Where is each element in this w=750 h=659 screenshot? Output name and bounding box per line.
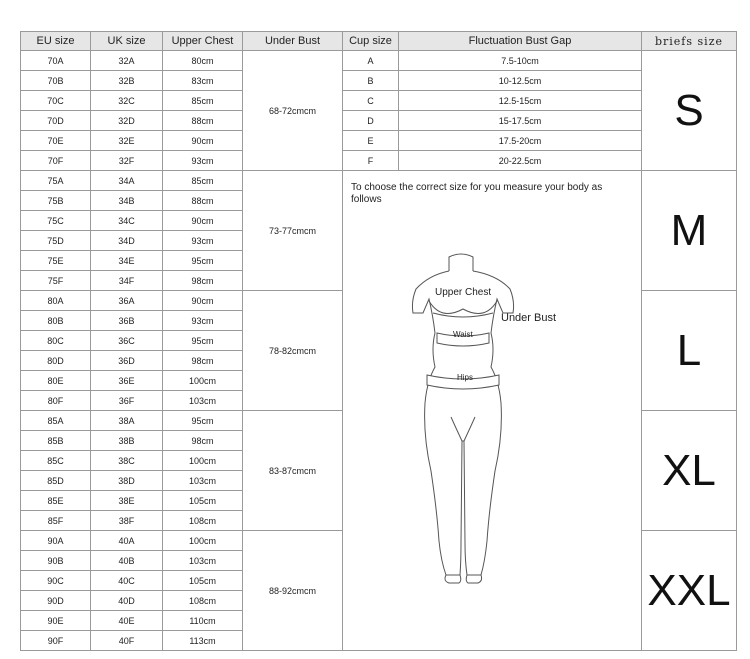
under-bust-cell: 73-77cmcm	[243, 171, 343, 291]
under-bust-cell: 88-92cmcm	[243, 531, 343, 651]
table-row	[21, 171, 737, 191]
table-row	[21, 151, 737, 171]
measurement-instruction: To choose the correct size for you measure your body as follows	[351, 182, 603, 205]
uk-size-cell: 36F	[91, 391, 163, 411]
table-row	[21, 51, 737, 71]
eu-size-header: EU size	[21, 32, 91, 51]
upper-chest-cell: 105cm	[163, 491, 243, 511]
upper-chest-cell: 113cm	[163, 631, 243, 651]
uk-size-cell: 32C	[91, 91, 163, 111]
upper-chest-cell: 90cm	[163, 291, 243, 311]
upper-chest-cell: 98cm	[163, 351, 243, 371]
uk-size-cell: 34C	[91, 211, 163, 231]
uk-size-cell: 34F	[91, 271, 163, 291]
cup-size-header: Cup size	[343, 32, 399, 51]
eu-size-cell: 90C	[21, 571, 91, 591]
eu-size-cell: 70C	[21, 91, 91, 111]
uk-size-cell: 32D	[91, 111, 163, 131]
table-row	[21, 71, 737, 91]
eu-size-cell: 90A	[21, 531, 91, 551]
uk-size-cell: 32A	[91, 51, 163, 71]
upper-chest-cell: 90cm	[163, 131, 243, 151]
cup-size-cell: E	[343, 131, 399, 151]
eu-size-cell: 70A	[21, 51, 91, 71]
uk-size-cell: 32F	[91, 151, 163, 171]
hips-label: Hips	[457, 373, 474, 382]
fluctuation-cell: 7.5-10cm	[399, 51, 642, 71]
upper-chest-cell: 98cm	[163, 431, 243, 451]
eu-size-cell: 75E	[21, 251, 91, 271]
mannequin-illustration	[343, 171, 641, 645]
upper-chest-cell: 108cm	[163, 591, 243, 611]
cup-size-cell: C	[343, 91, 399, 111]
uk-size-cell: 34E	[91, 251, 163, 271]
eu-size-cell: 70D	[21, 111, 91, 131]
upper-chest-cell: 100cm	[163, 451, 243, 471]
cup-size-cell: B	[343, 71, 399, 91]
under-bust-label: Under Bust	[501, 312, 557, 324]
uk-size-cell: 32B	[91, 71, 163, 91]
uk-size-cell: 36B	[91, 311, 163, 331]
under-bust-cell: 78-82cmcm	[243, 291, 343, 411]
brief-size-cell: XL	[642, 411, 737, 531]
uk-size-cell: 38C	[91, 451, 163, 471]
upper-chest-cell: 105cm	[163, 571, 243, 591]
uk-size-cell: 40D	[91, 591, 163, 611]
briefs-size-header: briefs size	[642, 32, 737, 51]
uk-size-cell: 34A	[91, 171, 163, 191]
eu-size-cell: 90B	[21, 551, 91, 571]
eu-size-cell: 75B	[21, 191, 91, 211]
upper-chest-cell: 95cm	[163, 411, 243, 431]
eu-size-cell: 85F	[21, 511, 91, 531]
cup-size-cell: A	[343, 51, 399, 71]
uk-size-cell: 40C	[91, 571, 163, 591]
eu-size-cell: 85E	[21, 491, 91, 511]
cup-size-cell: D	[343, 111, 399, 131]
measurement-guide	[343, 171, 641, 645]
upper-chest-cell: 93cm	[163, 151, 243, 171]
upper-chest-cell: 88cm	[163, 111, 243, 131]
table-row	[21, 111, 737, 131]
eu-size-cell: 70F	[21, 151, 91, 171]
uk-size-cell: 36D	[91, 351, 163, 371]
fluctuation-cell: 15-17.5cm	[399, 111, 642, 131]
eu-size-cell: 80C	[21, 331, 91, 351]
eu-size-cell: 80F	[21, 391, 91, 411]
eu-size-cell: 75C	[21, 211, 91, 231]
under-bust-cell: 68-72cmcm	[243, 51, 343, 171]
upper-chest-cell: 100cm	[163, 371, 243, 391]
fluctuation-header: Fluctuation Bust Gap	[399, 32, 642, 51]
upper-chest-cell: 93cm	[163, 311, 243, 331]
brief-size-cell: L	[642, 291, 737, 411]
upper-chest-cell: 103cm	[163, 551, 243, 571]
eu-size-cell: 70E	[21, 131, 91, 151]
eu-size-cell: 90F	[21, 631, 91, 651]
upper-chest-cell: 95cm	[163, 251, 243, 271]
uk-size-cell: 36E	[91, 371, 163, 391]
upper-chest-cell: 88cm	[163, 191, 243, 211]
measurement-guide-cell	[343, 171, 642, 651]
table-row	[21, 91, 737, 111]
uk-size-cell: 38E	[91, 491, 163, 511]
uk-size-cell: 38A	[91, 411, 163, 431]
uk-size-cell: 36A	[91, 291, 163, 311]
brief-size-cell: XXL	[642, 531, 737, 651]
upper-chest-label: Upper Chest	[435, 287, 492, 298]
eu-size-cell: 90E	[21, 611, 91, 631]
eu-size-cell: 85D	[21, 471, 91, 491]
eu-size-cell: 75D	[21, 231, 91, 251]
uk-size-cell: 40F	[91, 631, 163, 651]
uk-size-cell: 38B	[91, 431, 163, 451]
size-chart-table	[20, 31, 737, 651]
fluctuation-cell: 10-12.5cm	[399, 71, 642, 91]
upper-chest-cell: 80cm	[163, 51, 243, 71]
upper-chest-cell: 83cm	[163, 71, 243, 91]
cup-size-cell: F	[343, 151, 399, 171]
upper-chest-cell: 103cm	[163, 391, 243, 411]
upper-chest-cell: 93cm	[163, 231, 243, 251]
upper-chest-header: Upper Chest	[163, 32, 243, 51]
eu-size-cell: 85C	[21, 451, 91, 471]
upper-chest-cell: 90cm	[163, 211, 243, 231]
eu-size-cell: 75F	[21, 271, 91, 291]
header-row	[21, 32, 737, 51]
uk-size-cell: 38D	[91, 471, 163, 491]
uk-size-cell: 34B	[91, 191, 163, 211]
under-bust-cell: 83-87cmcm	[243, 411, 343, 531]
brief-size-cell: S	[642, 51, 737, 171]
upper-chest-cell: 85cm	[163, 91, 243, 111]
fluctuation-cell: 20-22.5cm	[399, 151, 642, 171]
table-row	[21, 131, 737, 151]
upper-chest-cell: 95cm	[163, 331, 243, 351]
eu-size-cell: 85A	[21, 411, 91, 431]
eu-size-cell: 90D	[21, 591, 91, 611]
uk-size-cell: 40A	[91, 531, 163, 551]
uk-size-cell: 36C	[91, 331, 163, 351]
fluctuation-cell: 12.5-15cm	[399, 91, 642, 111]
upper-chest-cell: 98cm	[163, 271, 243, 291]
upper-chest-cell: 85cm	[163, 171, 243, 191]
uk-size-cell: 34D	[91, 231, 163, 251]
uk-size-cell: 40B	[91, 551, 163, 571]
eu-size-cell: 80D	[21, 351, 91, 371]
fluctuation-cell: 17.5-20cm	[399, 131, 642, 151]
eu-size-cell: 80A	[21, 291, 91, 311]
under-bust-header: Under Bust	[243, 32, 343, 51]
eu-size-cell: 85B	[21, 431, 91, 451]
eu-size-cell: 75A	[21, 171, 91, 191]
uk-size-cell: 32E	[91, 131, 163, 151]
waist-label: Waist	[453, 330, 473, 339]
eu-size-cell: 70B	[21, 71, 91, 91]
eu-size-cell: 80E	[21, 371, 91, 391]
uk-size-cell: 40E	[91, 611, 163, 631]
upper-chest-cell: 108cm	[163, 511, 243, 531]
eu-size-cell: 80B	[21, 311, 91, 331]
upper-chest-cell: 110cm	[163, 611, 243, 631]
uk-size-header: UK size	[91, 32, 163, 51]
upper-chest-cell: 103cm	[163, 471, 243, 491]
uk-size-cell: 38F	[91, 511, 163, 531]
brief-size-cell: M	[642, 171, 737, 291]
upper-chest-cell: 100cm	[163, 531, 243, 551]
